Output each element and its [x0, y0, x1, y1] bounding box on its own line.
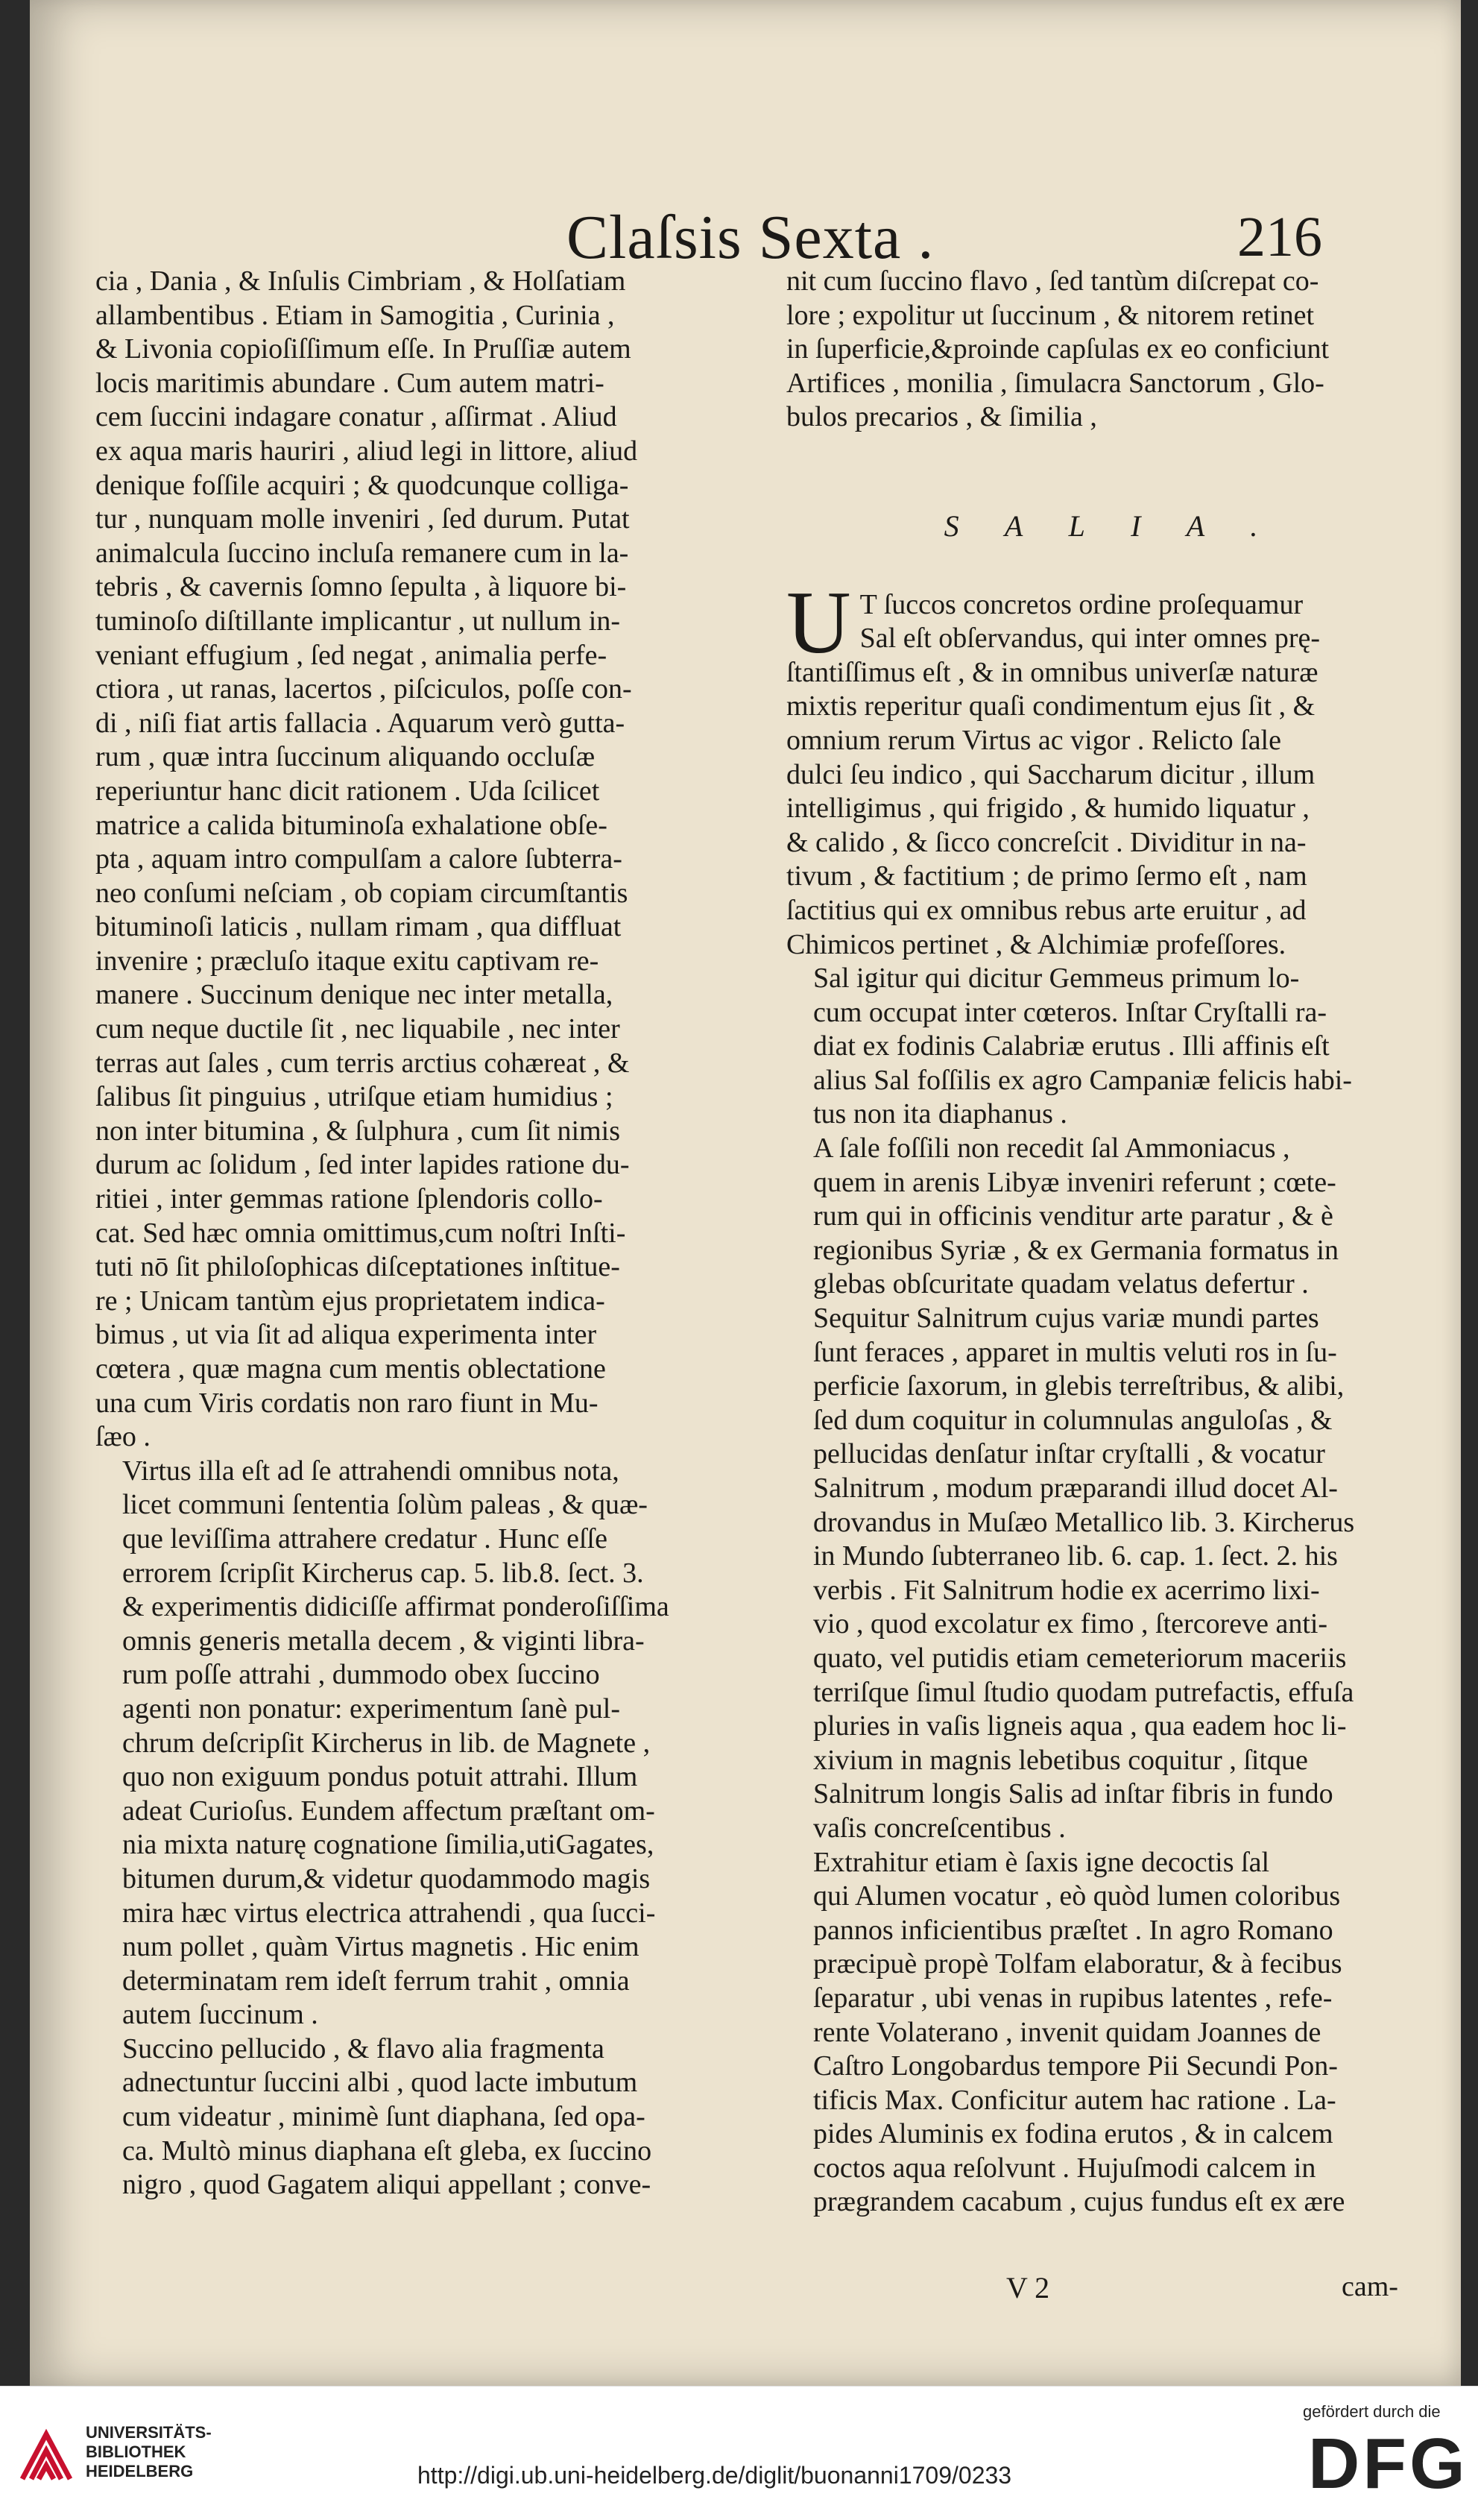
- catchword: cam-: [1342, 2271, 1398, 2302]
- text-line: xivium in magnis lebetibus coquitur , ſitque: [813, 1744, 1308, 1776]
- paragraph: [786, 962, 1435, 1132]
- text-line: & calido , & ſicco concreſcit . Dividitur in na-: [786, 826, 1307, 858]
- text-line: neo conſumi neſciam , ob copiam circumſtantis: [95, 877, 628, 909]
- text-line: pluries in vaſis ligneis aqua , qua eadem hoc li-: [813, 1710, 1347, 1742]
- text-line: denique foſſile acquiri ; & quodcunque colliga-: [95, 469, 629, 501]
- text-line: dulci ſeu indico , qui Saccharum dicitur , illum: [786, 758, 1316, 790]
- text-line: omnis generis metalla decem , & viginti libra-: [122, 1625, 645, 1657]
- text-line: chrum deſcripſit Kircherus in lib. de Magnete ,: [122, 1727, 651, 1759]
- text-line: nia mixta naturę cognatione ſimilia,utiGagates,: [122, 1829, 654, 1861]
- text-line: intelligimus , qui frigido , & humido liquatur ,: [786, 793, 1310, 825]
- text-line: & Livonia copioſiſſimum eſſe. In Pruſſiæ autem: [95, 333, 631, 365]
- text-line: cia , Dania , & Inſulis Cimbriam , & Holſatiam: [95, 265, 626, 297]
- text-line: lore ; expolitur ut ſuccinum , & nitorem retinet: [786, 299, 1315, 331]
- permalink-url[interactable]: http://digi.ub.uni-heidelberg.de/diglit/buonanni1709/0233: [417, 2462, 1012, 2489]
- text-line: determinatam rem ideſt ferrum trahit , omnia: [122, 1965, 630, 1997]
- text-line: num pollet , quàm Virtus magnetis . Hic enim: [122, 1931, 639, 1963]
- text-line: quato, vel putidis etiam cemeteriorum maceriis: [813, 1642, 1347, 1674]
- text-line: adnectuntur ſuccini albi , quod lacte imbutum: [122, 2067, 638, 2099]
- text-line: terras aut ſales , cum terris arctius cohæreat , &: [95, 1047, 630, 1079]
- text-line: Virtus illa eſt ad ſe attrahendi omnibus nota,: [122, 1455, 619, 1487]
- text-line: Extrahitur etiam è ſaxis igne decoctis ſal: [813, 1846, 1270, 1878]
- text-line: tuminoſo diſtillante implicantur , ut nullum in-: [95, 605, 620, 637]
- text-line: agenti non ponatur: experimentum ſanè pul-: [122, 1692, 620, 1724]
- text-line: licet communi ſententia ſolùm paleas , & quæ-: [122, 1489, 648, 1521]
- right-intro-paragraph: [786, 265, 1435, 435]
- text-line: bimus , ut via ſit ad aliqua experimenta inter: [95, 1319, 597, 1351]
- text-line: tivum , & factitium ; de primo ſermo eſt , nam: [786, 860, 1307, 892]
- text-line: manere . Succinum denique nec inter metalla,: [95, 979, 613, 1011]
- text-line: pellucidas denſatur inſtar cryſtalli , & vocatur: [813, 1438, 1325, 1470]
- text-line: rum , quæ intra ſuccinum aliquando occluſæ: [95, 741, 596, 773]
- text-line: invenire ; præcluſo itaque exitu captivam re-: [95, 945, 599, 977]
- text-line: rum qui in officinis venditur arte paratur , & è: [813, 1200, 1333, 1232]
- text-line: ca. Multò minus diaphana eſt gleba, ex ſuccino: [122, 2135, 652, 2167]
- text-line: Salnitrum , modum præparandi illud docet Al-: [813, 1472, 1338, 1504]
- text-line: cat. Sed hæc omnia omittimus,cum noſtri Inſti-: [95, 1217, 626, 1249]
- text-line: cum videatur , minimè ſunt diaphana, ſed opa-: [122, 2101, 645, 2133]
- text-line: animalcula ſuccino incluſa remanere cum in la-: [95, 537, 629, 569]
- text-line: mira hæc virtus electrica attrahendi , qua ſucci-: [122, 1897, 656, 1929]
- text-line: cum neque ductile ſit , nec liquabile , nec inter: [95, 1013, 620, 1045]
- text-line: ſalibus ſit pinguius , utriſque etiam humidius ;: [95, 1081, 613, 1113]
- text-line: cem ſuccini indagare conatur , aſſirmat . Aliud: [95, 401, 617, 433]
- text-line: quem in arenis Libyæ inveniri referunt ; cœte-: [813, 1166, 1336, 1198]
- library-line: HEIDELBERG: [86, 2462, 194, 2480]
- text-line: vaſis concreſcentibus .: [813, 1812, 1066, 1844]
- text-line: diat ex fodinis Calabriæ erutus . Illi affinis eſt: [813, 1030, 1330, 1062]
- text-line: nigro , quod Gagatem aliqui appellant ; conve-: [122, 2169, 651, 2201]
- text-line: prægrandem cacabum , cujus fundus eſt ex ære: [813, 2186, 1345, 2218]
- paragraph: [786, 1846, 1435, 2220]
- running-title: Claſsis Sexta .: [566, 203, 935, 272]
- left-text-column: [95, 265, 714, 2202]
- text-line: tur , nunquam molle inveniri , ſed durum. Putat: [95, 503, 630, 535]
- text-line: tus non ita diaphanus .: [813, 1098, 1067, 1130]
- text-line: ſed dum coquitur in columnulas anguloſas , &: [813, 1404, 1333, 1436]
- text-line: verbis . Fit Salnitrum hodie ex acerrimo lixi-: [813, 1574, 1320, 1606]
- text-line: ſeparatur , ubi venas in rupibus latentes , refe-: [813, 1982, 1333, 2014]
- text-line: durum ac ſolidum , ſed inter lapides ratione du-: [95, 1149, 630, 1181]
- text-line: pides Aluminis ex fodina erutos , & in calcem: [813, 2118, 1333, 2150]
- text-line: Sal eſt obſervandus, qui inter omnes prę-: [859, 623, 1321, 655]
- text-line: nit cum ſuccino flavo , ſed tantùm diſcrepat co-: [786, 265, 1319, 297]
- text-line: autem ſuccinum .: [122, 1999, 318, 2031]
- text-line: perficie ſaxorum, in glebis terreſtribus, & alibi,: [813, 1370, 1345, 1402]
- text-line: di , niſi fiat artis fallacia . Aquarum verò gutta-: [95, 707, 625, 739]
- sponsor-note: gefördert durch die: [1303, 2402, 1441, 2421]
- book-page: [30, 0, 1461, 2386]
- text-line: que leviſſima attrahere credatur . Hunc eſſe: [122, 1522, 607, 1554]
- dfg-logo: DFG: [1308, 2424, 1468, 2504]
- paragraph: [95, 1455, 714, 2032]
- text-line: allambentibus . Etiam in Samogitia , Curinia ,: [95, 299, 615, 331]
- library-line: UNIVERSITÄTS-: [86, 2423, 212, 2442]
- text-line: Succino pellucido , & flavo alia fragmenta: [122, 2032, 604, 2064]
- text-line: coctos aqua reſolvunt . Hujuſmodi calcem in: [813, 2152, 1316, 2184]
- paragraph: [786, 572, 1435, 963]
- text-line: bulos precarios , & ſimilia ,: [786, 401, 1097, 433]
- text-line: & experimentis didiciſſe affirmat ponderoſiſſima: [122, 1591, 669, 1623]
- text-line: mixtis reperitur quaſi condimentum ejus ſit , &: [786, 690, 1316, 722]
- right-body: [786, 572, 1435, 2220]
- text-line: in ſuperficie,&proinde capſulas ex eo conficiunt: [786, 333, 1330, 365]
- paragraph: [786, 1132, 1435, 1302]
- text-line: errorem ſcripſit Kircherus cap. 5. lib.8. ſect. 3.: [122, 1557, 644, 1589]
- text-line: reperiuntur hanc dicit rationem . Uda ſcilicet: [95, 775, 600, 807]
- text-line: tificis Max. Conficitur autem hac ratione . La-: [813, 2084, 1336, 2116]
- text-line: Chimicos pertinet , & Alchimiæ profeſſores.: [786, 928, 1286, 960]
- text-line: tuti nō ſit philoſophicas diſceptationes inſtitue-: [95, 1251, 620, 1283]
- text-line: non inter bitumina , & ſulphura , cum ſit nimis: [95, 1115, 620, 1147]
- text-line: matrice a calida bituminoſa exhalatione obſe-: [95, 809, 607, 841]
- text-line: bitumen durum,& videtur quodammodo magis: [122, 1862, 651, 1894]
- text-line: regionibus Syriæ , & ex Germania formatus in: [813, 1234, 1339, 1266]
- text-line: Sequitur Salnitrum cujus variæ mundi partes: [813, 1302, 1319, 1335]
- signature-mark: V 2: [1006, 2271, 1050, 2305]
- paragraph: [786, 1302, 1435, 1846]
- text-line: veniant effugium , ſed negat , animalia perfe-: [95, 639, 607, 671]
- viewer-footer: [0, 2386, 1478, 2520]
- text-line: terriſque ſimul ſtudio quodam putrefactis, effuſa: [813, 1676, 1354, 1708]
- text-line: ſunt feraces , apparet in multis veluti ros in ſu-: [813, 1336, 1337, 1368]
- text-line: Sal igitur qui dicitur Gemmeus primum lo-: [813, 963, 1300, 995]
- text-line: A ſale foſſili non recedit ſal Ammoniacus ,: [813, 1133, 1290, 1165]
- text-line: in Mundo ſubterraneo lib. 6. cap. 1. ſect. 2. his: [813, 1540, 1338, 1572]
- text-line: drovandus in Muſæo Metallico lib. 3. Kircherus: [813, 1506, 1355, 1538]
- text-line: alius Sal foſſilis ex agro Campaniæ felicis habi-: [813, 1064, 1352, 1096]
- text-line: rum poſſe attrahi , dummodo obex ſuccino: [122, 1659, 600, 1691]
- text-line: ctiora , ut ranas, lacertos , piſciculos, poſſe con-: [95, 673, 632, 705]
- text-line: bituminoſi laticis , nullam rimam , qua diffluat: [95, 911, 622, 943]
- text-line: pta , aquam intro compulſam a calore ſubterra-: [95, 843, 622, 875]
- text-line: qui Alumen vocatur , eò quòd lumen coloribus: [813, 1880, 1341, 1912]
- text-line: præcipuè propè Tolfam elaboratur, & à fecibus: [813, 1948, 1342, 1980]
- text-line: cœtera , quæ magna cum mentis oblectatione: [95, 1353, 606, 1385]
- text-line: cum occupat inter cœteros. Inſtar Cryſtalli ra-: [813, 996, 1327, 1028]
- section-heading: S A L I A .: [944, 508, 1278, 543]
- text-line: tebris , & cavernis ſomno ſepulta , à liquore bi-: [95, 571, 627, 603]
- text-line: ſactitius qui ex omnibus rebus arte eruitur , ad: [786, 894, 1307, 926]
- text-line: vio , quod excolatur ex fimo , ſtercoreve anti-: [813, 1608, 1328, 1640]
- text-line: Salnitrum longis Salis ad inſtar fibris in fundo: [813, 1778, 1333, 1810]
- text-line: omnium rerum Virtus ac vigor . Relicto ſale: [786, 724, 1281, 756]
- text-line: una cum Viris cordatis non raro fiunt in Mu-: [95, 1387, 599, 1419]
- library-name: [86, 2423, 212, 2481]
- text-line: adeat Curioſus. Eundem affectum præſtant om-: [122, 1795, 655, 1827]
- text-line: glebas obſcuritate quadam velatus defertur .: [813, 1268, 1309, 1300]
- page-number: 216: [1237, 206, 1322, 268]
- text-line: ſæo .: [95, 1421, 151, 1453]
- right-text-column: [786, 265, 1435, 2220]
- drop-cap: U: [786, 572, 851, 672]
- text-line: re ; Unicam tantùm ejus proprietatem indica-: [95, 1285, 605, 1317]
- text-line: ex aqua maris hauriri , aliud legi in littore, aliud: [95, 435, 638, 467]
- text-line: pannos inficientibus præſtet . In agro Romano: [813, 1914, 1333, 1946]
- text-line: ritiei , inter gemmas ratione ſplendoris collo-: [95, 1183, 603, 1215]
- text-line: ſtantiſſimus eſt , & in omnibus univerſæ naturæ: [786, 656, 1318, 688]
- text-line: Artifices , monilia , ſimulacra Sanctorum , Glo-: [786, 367, 1324, 399]
- paragraph: [95, 2032, 714, 2202]
- text-line: rente Volaterano , invenit quidam Joannes de: [813, 2016, 1321, 2048]
- text-line: Caſtro Longobardus tempore Pii Secundi Pon-: [813, 2050, 1338, 2082]
- paragraph: [95, 265, 714, 1455]
- text-line: T ſuccos concretos ordine proſequamur: [859, 588, 1304, 620]
- text-line: quo non exiguum pondus potuit attrahi. Illum: [122, 1761, 638, 1793]
- library-line: BIBLIOTHEK: [86, 2442, 186, 2461]
- university-library-logo-icon: [16, 2427, 76, 2486]
- text-line: locis maritimis abundare . Cum autem matri-: [95, 367, 604, 399]
